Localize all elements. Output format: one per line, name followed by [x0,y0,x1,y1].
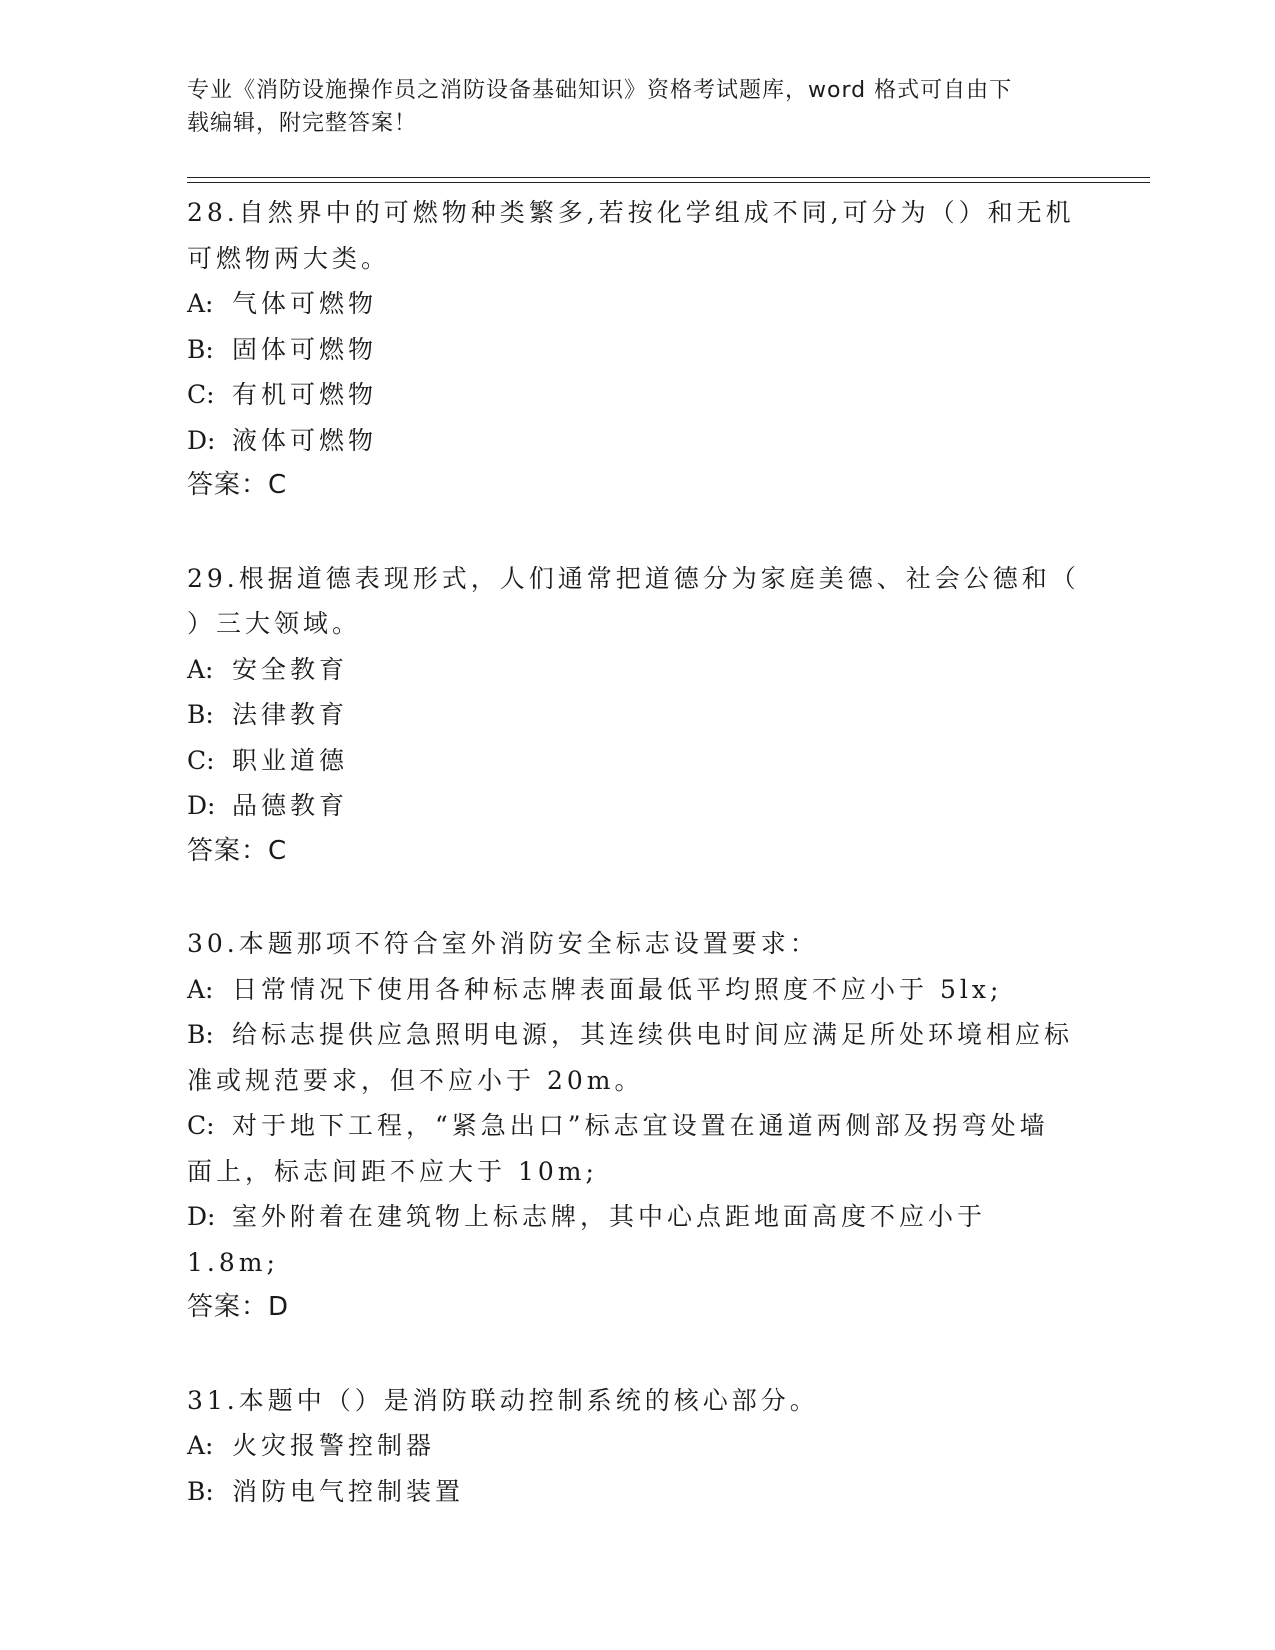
option-key: B: [187,1476,214,1506]
option-text: 液体可燃物 [232,425,378,455]
question-29 [187,556,1087,875]
option-key: A: [187,654,214,684]
question-stem-continued: ）三大领域。 [187,609,362,638]
answer: 答案：C [187,835,288,866]
option-text: 固体可燃物 [232,334,378,364]
option-a [187,281,1087,327]
question-stem: 28.自然界中的可燃物种类繁多,若按化学组成不同,可分为（）和无机 [187,198,1075,227]
option-a [187,647,1087,693]
header-line-2: 载编辑，附完整答案！ [187,111,418,136]
option-key: B: [187,334,214,364]
option-key: B: [187,1020,214,1049]
option-text: 法律教育 [232,700,349,729]
option-key: C: [187,380,215,409]
header-divider-top [187,177,1150,178]
answer: 答案：C [187,470,288,500]
option-text: 消防电气控制装置 [232,1476,465,1506]
option-key: A: [187,974,214,1004]
option-key: C: [187,1111,215,1140]
document-header [187,74,1067,140]
option-b-continued: 准或规范要求，但不应小于 20m。 [187,1065,644,1095]
option-key: D: [187,1202,216,1231]
option-text: 气体可燃物 [232,289,378,318]
header-divider-bottom [187,182,1150,183]
question-stem: 31.本题中（）是消防联动控制系统的核心部分。 [187,1385,819,1415]
option-text: 品德教育 [232,791,349,820]
option-key: B: [187,700,214,729]
option-b [187,1012,1087,1058]
option-c [187,372,1087,418]
option-key: D: [187,791,216,820]
option-key: C: [187,745,215,775]
option-key: A: [187,1431,214,1460]
option-text: 给标志提供应急照明电源，其连续供电时间应满足所处环境相应标 [232,1020,1074,1049]
answer: 答案：D [187,1292,290,1322]
option-d [187,418,1087,464]
option-a [187,967,1087,1013]
option-key: A: [187,289,214,318]
question-stem: 30.本题那项不符合室外消防安全标志设置要求： [187,929,819,958]
question-stem: 29.根据道德表现形式，人们通常把道德分为家庭美德、社会公德和（ [187,563,1080,593]
option-text: 有机可燃物 [232,380,378,409]
option-c-continued: 面上，标志间距不应大于 10m; [187,1156,598,1186]
option-a [187,1423,1087,1469]
option-text: 安全教育 [232,654,349,684]
option-text: 室外附着在建筑物上标志牌，其中心点距地面高度不应小于 1.8m; [187,1202,998,1277]
option-b [187,1469,1087,1515]
question-list [187,190,1087,1561]
option-key: D: [187,425,216,455]
option-b [187,327,1087,373]
question-stem-continued: 可燃物两大类。 [187,243,391,273]
option-text: 职业道德 [232,745,349,775]
question-30 [187,921,1087,1331]
option-c [187,738,1087,784]
option-text: 火灾报警控制器 [232,1431,436,1460]
option-b [187,692,1087,738]
option-text: 日常情况下使用各种标志牌表面最低平均照度不应小于 5lx; [232,974,1003,1004]
option-d [187,1194,1087,1285]
question-31 [187,1378,1087,1515]
option-c [187,1103,1087,1149]
option-text: 对于地下工程，“紧急出口”标志宜设置在通道两侧部及拐弯处墙 [232,1111,1049,1140]
option-d [187,783,1087,829]
question-28 [187,190,1087,509]
header-line-1: 专业《消防设施操作员之消防设备基础知识》资格考试题库，word 格式可自由下 [187,78,1013,103]
